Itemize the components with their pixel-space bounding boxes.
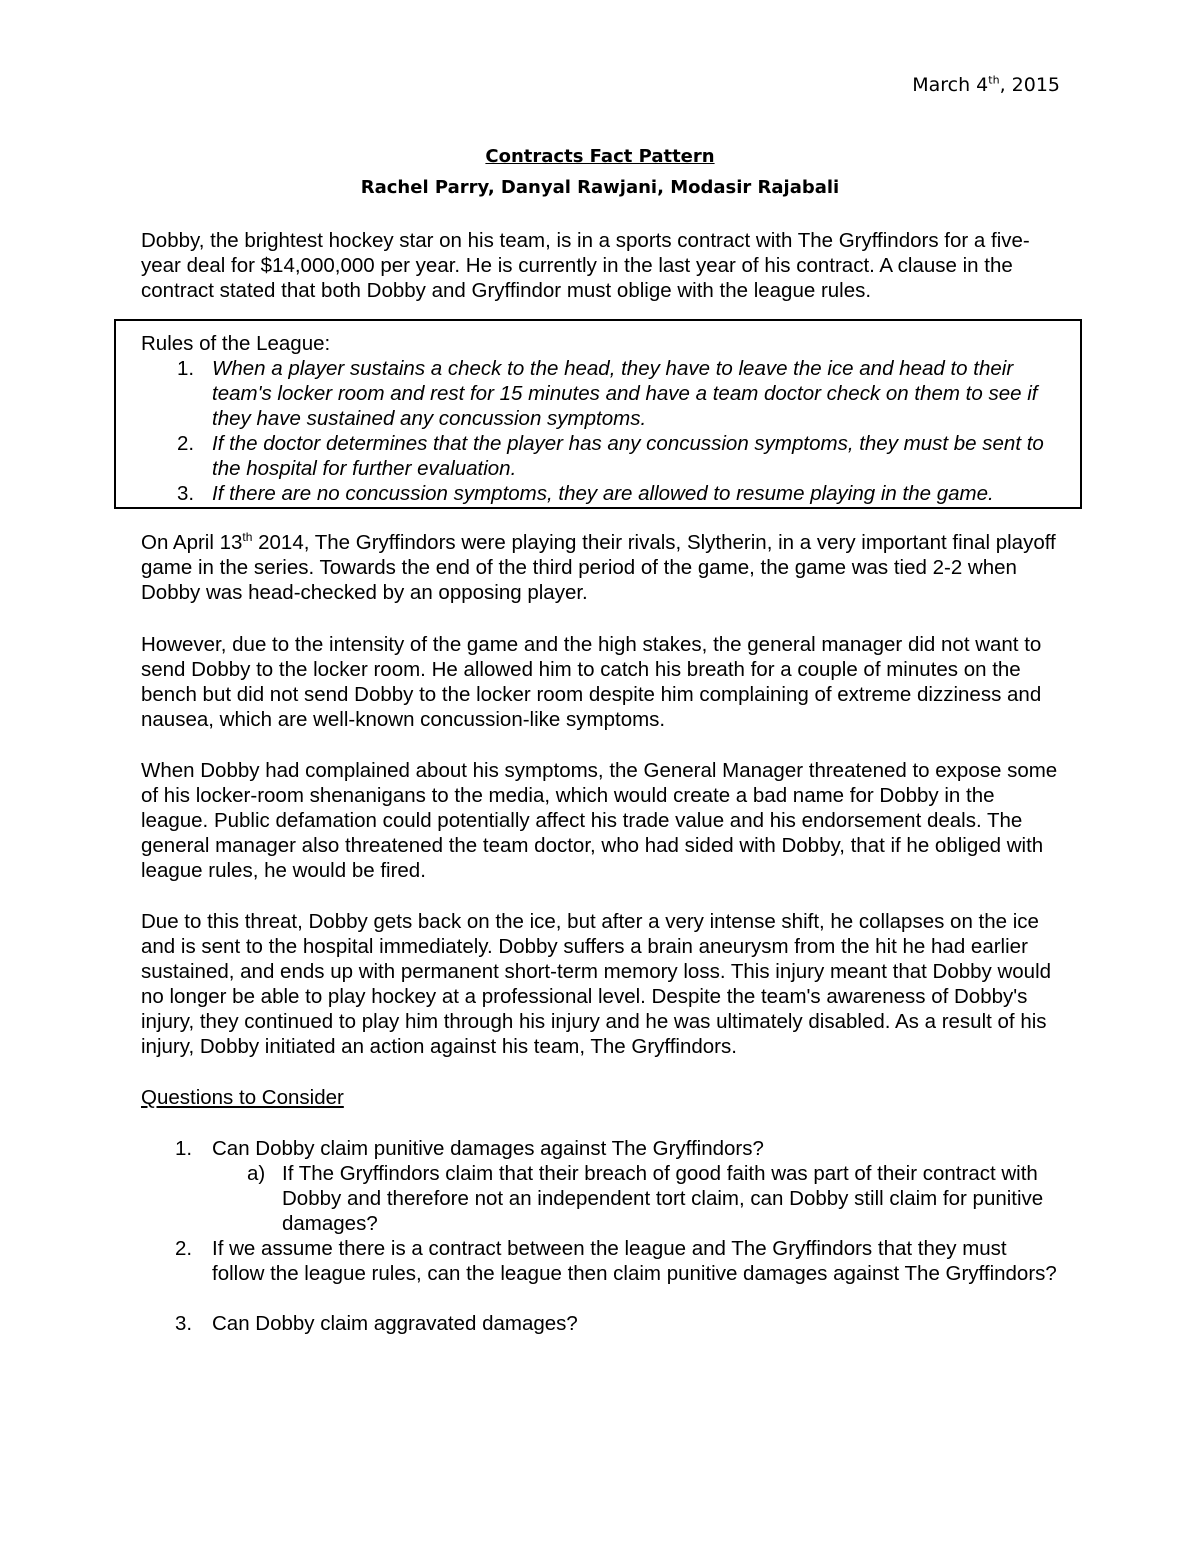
intro-paragraph: Dobby, the brightest hockey star on his team, is in a sports contract with The Gryffindors for a five-year deal for $14,000,000 per year. He is currently in the last year of his contract. A clause in the contract stated that both Dobby and Gryffindor must oblige with the league rules. xyxy=(141,229,1030,302)
sub-question-text: If The Gryffindors claim that their breach of good faith was part of their contract with Dobby and therefore not an independent tort claim, can Dobby still claim for punitive damages? xyxy=(282,1162,1044,1235)
rule-text: If the doctor determines that the player has any concussion symptoms, they must be sent to the hospital for further evaluation. xyxy=(212,432,1044,480)
rule-number: 3. xyxy=(177,482,195,505)
rules-heading: Rules of the League: xyxy=(141,332,331,355)
facts-paragraph-4: Due to this threat, Dobby gets back on the ice, but after a very intense shift, he collapses on the ice and is sent to the hospital immediately. Dobby suffers a brain aneurysm from the hit he had earlier sustained, and ends up with permanent short-term memory loss. This injury meant that Dobby would no longer be able to play hockey at a professional level. Despite the team's awareness of Dobby's injury, they continued to play him through his injury and he was ultimately disabled. As a result of his injury, Dobby initiated an action against his team, The Gryffindors. xyxy=(141,910,1052,1058)
facts-p1-superscript: th xyxy=(242,530,253,545)
questions-heading: Questions to Consider xyxy=(141,1086,344,1109)
document-authors: Rachel Parry, Danyal Rawjani, Modasir Rajabali xyxy=(360,177,840,198)
question-number: 1. xyxy=(175,1137,193,1160)
facts-paragraph-2: However, due to the intensity of the game and the high stakes, the general manager did not want to send Dobby to the locker room. He allowed him to catch his breath for a couple of minutes on the bench but did not send Dobby to the locker room despite him complaining of extreme dizziness and nausea, which are well-known concussion-like symptoms. xyxy=(141,633,1042,731)
date-superscript: th xyxy=(988,73,1000,87)
question-text: Can Dobby claim punitive damages against The Gryffindors? xyxy=(212,1137,764,1160)
league-rules-box xyxy=(114,319,1082,509)
facts-paragraph-3: When Dobby had complained about his symptoms, the General Manager threatened to expose some of his locker-room shenanigans to the media, which would create a bad name for Dobby in the league. Public defamation could potentially affect his trade value and his endorsement deals. The general manager also threatened the team doctor, who had sided with Dobby, that if he obliged with league rules, he would be fired. xyxy=(141,759,1058,882)
question-number: 2. xyxy=(175,1237,193,1260)
document-date xyxy=(912,72,1060,98)
sub-question-letter: a) xyxy=(247,1162,266,1185)
date-prefix: March 4 xyxy=(912,74,989,96)
document-title: Contracts Fact Pattern xyxy=(485,146,715,167)
rule-text: When a player sustains a check to the head, they have to leave the ice and head to their team's locker room and rest for 15 minutes and have a team doctor check on them to see if they have sustained any concussion symptoms. xyxy=(212,357,1038,430)
rule-text: If there are no concussion symptoms, they are allowed to resume playing in the game. xyxy=(212,482,994,505)
question-text: Can Dobby claim aggravated damages? xyxy=(212,1312,578,1335)
facts-p1-rest: 2014, The Gryffindors were playing their rivals, Slytherin, in a very important final playoff game in the series. Towards the end of the third period of the game, the game was tied 2-2 when Dobby was head-checked by an opposing player. xyxy=(141,531,1056,604)
rule-number: 2. xyxy=(177,432,195,455)
rule-number: 1. xyxy=(177,357,195,380)
question-number: 3. xyxy=(175,1312,193,1335)
facts-p1-prefix: On April 13 xyxy=(141,531,243,554)
facts-paragraph-1 xyxy=(141,530,1061,605)
question-text: If we assume there is a contract between the league and The Gryffindors that they must follow the league rules, can the league then claim punitive damages against The Gryffindors? xyxy=(212,1237,1057,1285)
date-suffix: , 2015 xyxy=(999,74,1060,96)
